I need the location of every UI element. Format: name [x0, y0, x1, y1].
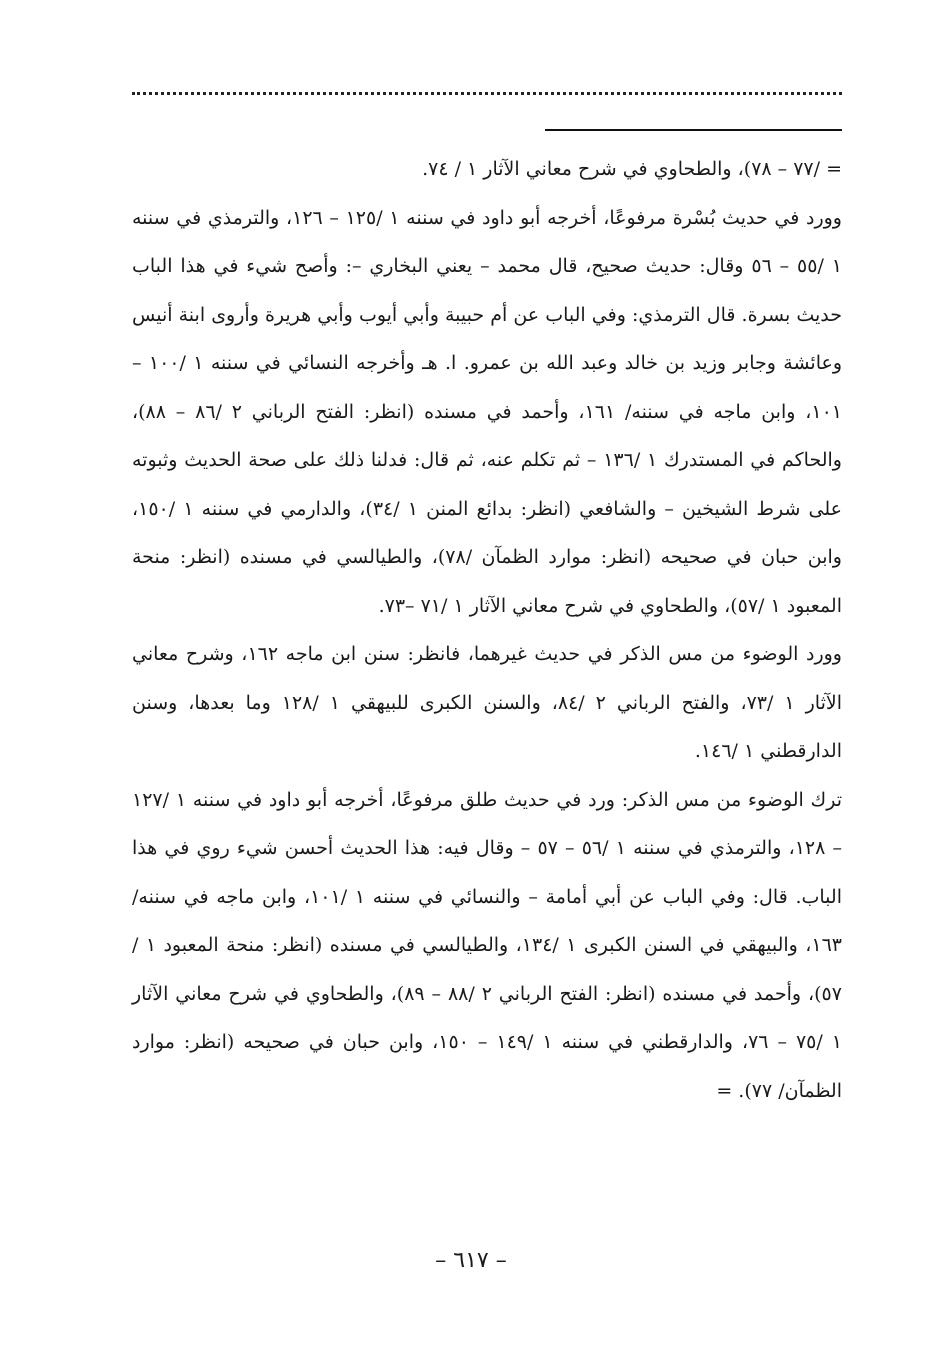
footnote-text — [132, 145, 842, 1115]
footnote-paragraph-talq: ترك الوضوء من مس الذكر: ورد في حديث طلق مرفوعًا، أخرجه أبو داود في سننه ١ /١٢٧ – ١٢٨، والترمذي في سننه ١ /٥٦ – ٥٧ – وقال فيه: هذا الحديث أحسن شيء روي في هذا الباب. قال: وفي الباب عن أبي أمامة – والنسائي في سننه ١ /١٠١، وابن ماجه في سننه/ ١٦٣، والبيهقي في السنن الكبرى ١ /١٣٤، والطيالسي في مسنده (انظر: منحة المعبود ١ /٥٧)، وأحمد في مسنده (انظر: الفتح الرباني ٢ /٨٨ – ٨٩)، والطحاوي في شرح معاني الآثار ١ /٧٥ – ٧٦، والدارقطني في سننه ١ /١٤٩ – ١٥٠، وابن حبان في صحيحه (انظر: موارد الظمآن/ ٧٧). = — [132, 788, 842, 1102]
footnote-rule — [545, 129, 842, 131]
footnote-paragraph-busra: وورد في حديث بُسْرة مرفوعًا، أخرجه أبو داود في سننه ١ /١٢٥ – ١٢٦، والترمذي في سننه ١ /٥٥ – ٥٦ وقال: حديث صحيح، قال محمد – يعني البخاري –: وأصح شيء في هذا الباب حديث بسرة. قال الترمذي: وفي الباب عن أم حبيبة وأبي أيوب وأبي هريرة وأروى ابنة أنيس وعائشة وجابر وزيد بن خالد وعبد الله بن عمرو. ا. هـ وأخرجه النسائي في سننه ١ /١٠٠ – ١٠١، وابن ماجه في سننه/ ١٦١، وأحمد في مسنده (انظر: الفتح الرباني ٢ /٨٦ – ٨٨)، والحاكم في المستدرك ١ /١٣٦ – ثم تكلم عنه، ثم قال: فدلنا ذلك على صحة الحديث وثبوته على شرط الشيخين – والشافعي (انظر: بدائع المنن ١ /٣٤)، والدارمي في سننه ١ /١٥٠، وابن حبان في صحيحه (انظر: موارد الظمآن /٧٨)، والطيالسي في مسنده (انظر: منحة المعبود ١ /٥٧)، والطحاوي في شرح معاني الآثار ١ /٧١ –٧٣. — [132, 206, 842, 617]
footnote-continuation: = /٧٧ – ٧٨)، والطحاوي في شرح معاني الآثار ١ / ٧٤. — [422, 158, 842, 180]
dotted-separator — [132, 92, 842, 95]
page-number: – ٦١٧ – — [435, 1248, 507, 1273]
footnote-paragraph-other-hadith: وورد الوضوء من مس الذكر في حديث غيرهما، فانظر: سنن ابن ماجه ١٦٢، وشرح معاني الآثار ١ /٧٣، والفتح الرباني ٢ /٨٤، والسنن الكبرى للبيهقي ١ /١٢٨ وما بعدها، وسنن الدارقطني ١ /١٤٦. — [132, 643, 842, 762]
